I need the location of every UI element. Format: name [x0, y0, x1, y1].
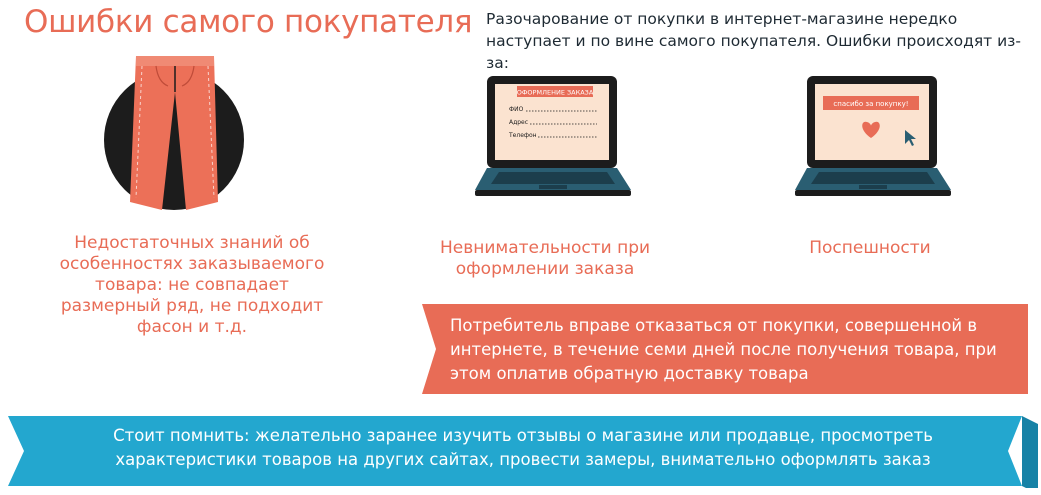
reason-caption-knowledge: Недостаточных знаний об особенностях заказываемого товара: не совпадает размерный ряд, не подходит фасон и т.д. [59, 233, 325, 337]
intro-text: Разочарование от покупки в интернет-магазине нередко наступает и по вине самого покупателя. Ошибки происходят из-за: [486, 10, 1022, 72]
consumer-right-banner [422, 304, 1028, 394]
reason-caption-haste: Поспешности [809, 238, 931, 258]
consumer-right-text: Потребитель вправе отказаться от покупки, совершенной в интернете, в течение семи дней после получения товара, при этом оплатив обратную доставку товара [450, 316, 997, 383]
page-title: Ошибки самого покупателя [24, 4, 473, 40]
order-form-field-phone: Телефон [509, 132, 537, 139]
laptop-thank-you-icon [793, 72, 953, 198]
order-form-field-name: ФИО [509, 106, 524, 113]
laptop-order-form-icon [473, 72, 633, 198]
order-form-field-address: Адрес [509, 119, 529, 126]
thank-you-label: спасибо за покупку! [833, 100, 909, 108]
order-form-header: ОФОРМЛЕНИЕ ЗАКАЗА [516, 88, 594, 97]
reminder-banner [8, 414, 1038, 488]
trousers-icon [96, 52, 252, 214]
reminder-text: Стоит помнить: желательно заранее изучить отзывы о магазине или продавце, просмотреть характеристики товаров на других сайтах, провести замеры, внимательно оформлять заказ [113, 426, 933, 469]
reason-caption-inattention: Невнимательности при оформлении заказа [439, 238, 651, 279]
